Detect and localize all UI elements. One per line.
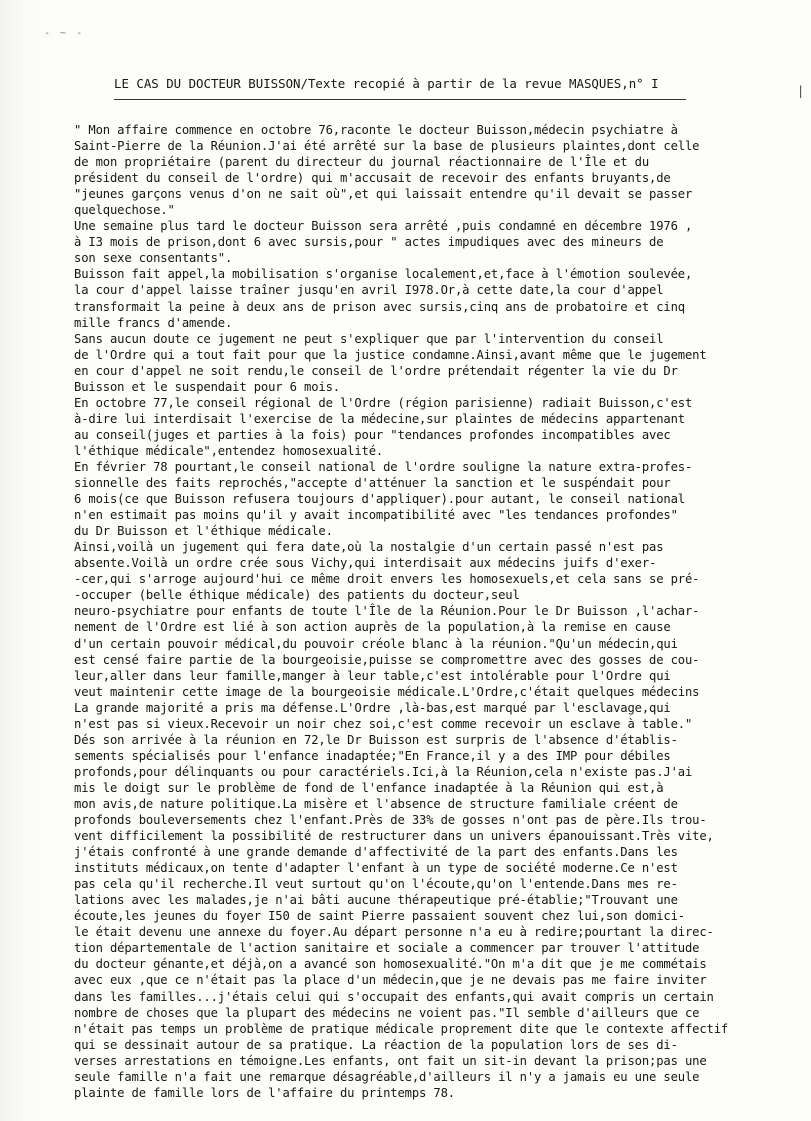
text-line: verses arrestations en témoigne.Les enfants, ont fait un sit-in devant la prison;pas une (74, 1053, 707, 1068)
text-line: du docteur génante,et déjà,on a avancé son homosexualité."On m'a dit que je me commétais (74, 957, 707, 972)
text-line: seule famille n'a fait une remarque désagréable,d'ailleurs il n'y a jamais eu une seule (74, 1069, 700, 1084)
text-line: d'un certain pouvoir médical,du pouvoir créole blanc à la réunion."Qu'un médecin,qui (74, 636, 678, 651)
text-line: tion départementale de l'action sanitaire et sociale a commencer par trouver l'attitude (74, 941, 700, 956)
text-line: à-dire lui interdisait l'exercise de la médecine,sur plaintes de médecins appartenant (74, 411, 685, 426)
text-line: l'éthique médicale",entendez homosexualité. (74, 443, 384, 458)
text-line: au conseil(juges et parties à la fois) pour "tendances profondes incompatibles avec (74, 427, 671, 442)
text-line: Ainsi,voilà un jugement qui fera date,où la nostalgie d'un certain passé n'est pas (74, 540, 664, 555)
text-line: qui se dessinait autour de sa pratique. La réaction de la population lors de ses di- (74, 1037, 678, 1052)
document-body (74, 122, 806, 1101)
text-line: Saint-Pierre de la Réunion.J'ai été arrêté sur la base de plusieurs plaintes,dont celle (74, 139, 700, 154)
text-line: mon avis,de nature politique.La misère et l'absence de structure familiale créent de (74, 796, 678, 811)
text-line: En février 78 pourtant,le conseil national de l'ordre souligne la nature extra-profes- (74, 459, 693, 474)
text-line: avec eux ,que ce n'était pas la place d'un médecin,que je ne devais pas me faire inviter (74, 973, 707, 988)
text-line: transformait la peine à deux ans de prison avec sursis,cinq ans de probatoire et cinq (74, 299, 685, 314)
text-line: sements spécialisés pour l'enfance inadaptée;"En France,il y a des IMP pour débiles (74, 748, 671, 763)
text-line: Dés son arrivée à la réunion en 72,le Dr Buisson est surpris de l'absence d'établis- (74, 732, 678, 747)
text-line: à I3 mois de prison,dont 6 avec sursis,pour " actes impudiques avec des mineurs de (74, 235, 664, 250)
text-line: profonds,pour délinquants ou pour caractériels.Ici,à la Réunion,cela n'existe pas.J'ai (74, 764, 693, 779)
text-line: Une semaine plus tard le docteur Buisson sera arrêté ,puis condamné en décembre 1976 , (74, 219, 693, 234)
text-line: n'était pas temps un problème de pratique médicale proprement dite que le contexte affectif (74, 1021, 729, 1036)
scan-artifact-mark: - ~ - (44, 28, 85, 39)
text-line: absente.Voilà un ordre crée sous Vichy,qui interdisait aux médecins juifs d'exer- (74, 556, 657, 571)
text-line: de mon propriétaire (parent du directeur du journal réactionnaire de l'Île et du (74, 155, 649, 170)
text-line: neuro-psychiatre pour enfants de toute l'Île de la Réunion.Pour le Dr Buisson ,l'achar- (74, 604, 700, 619)
text-line: pas cela qu'il recherche.Il veut surtout qu'on l'écoute,qu'on l'entende.Dans mes re- (74, 877, 678, 892)
text-line: Buisson fait appel,la mobilisation s'organise localement,et,face à l'émotion soulevée, (74, 267, 693, 282)
text-line: vent difficilement la possibilité de restructurer dans un univers épanouissant.Très vite, (74, 829, 714, 844)
text-line: lations avec les malades,je n'ai bâti aucune thérapeutique pré-établie;"Trouvant une (74, 893, 678, 908)
document-header: LE CAS DU DOCTEUR BUISSON/Texte recopié à partir de la revue MASQUES,n° I (114, 76, 659, 91)
text-line: leur,aller dans leur famille,manger à leur table,c'est intolérable pour l'Ordre qui (74, 668, 671, 683)
text-line: la cour d'appel laisse traîner jusqu'en avril I978.Or,à cette date,la cour d'appel (74, 283, 664, 298)
text-line: plainte de famille lors de l'affaire du printemps 78. (74, 1085, 455, 1100)
text-line: " Mon affaire commence en octobre 76,raconte le docteur Buisson,médecin psychiatre à (74, 123, 678, 137)
text-line: -cer,qui s'arroge aujourd'hui ce même droit envers les homosexuels,et cela sans se pré- (74, 572, 700, 587)
text-line: -occuper (belle éthique médicale) des patients du docteur,seul (74, 588, 520, 603)
text-line: "jeunes garçons venus d'on ne sait où",et qui laissait entendre qu'il devait se passer (74, 187, 693, 202)
text-line: est censé faire partie de la bourgeoisie,puisse se compromettre avec des gosses de cou- (74, 652, 700, 667)
text-line: La grande majorité a pris ma défense.L'Ordre ,là-bas,est marqué par l'esclavage,qui (74, 700, 671, 715)
text-line: veut maintenir cette image de la bourgeoisie médicale.L'Ordre,c'était quelques médecins (74, 684, 700, 699)
text-line: nombre de choses que la plupart des médecins ne voient pas."Il semble d'ailleurs que ce (74, 1005, 700, 1020)
text-line: quelquechose." (74, 203, 175, 218)
text-line: son sexe consentants". (74, 251, 233, 266)
text-line: n'est pas si vieux.Recevoir un noir chez soi,c'est comme recevoir un esclave à table." (74, 716, 693, 731)
text-line: mille francs d'amende. (74, 315, 233, 330)
text-line: de l'Ordre qui a tout fait pour que la justice condamne.Ainsi,avant même que le jugement (74, 347, 707, 362)
text-line: écoute,les jeunes du foyer I50 de saint Pierre passaient souvent chez lui,son domici- (74, 909, 685, 924)
text-line: dans les familles...j'étais celui qui s'occupait des enfants,qui avait compris un certain (74, 989, 714, 1004)
header-underline (114, 99, 686, 100)
text-line: profonds bouleversements chez l'enfant.Près de 33% de gosses n'ont pas de père.Ils trou- (74, 813, 707, 828)
text-line: président du conseil de l'ordre) qui m'accusait de recevoir des enfants bruyants,de (74, 171, 671, 186)
margin-mark: | (797, 84, 805, 98)
text-line: sionnelle des faits reprochés,"accepte d'atténuer la sanction et le suspéndait pour (74, 476, 671, 491)
text-line: nement de l'Ordre est lié à son action auprès de la population,à la remise en cause (74, 620, 671, 635)
text-line: en cour d'appel ne soit rendu,le conseil de l'ordre prétendait régenter la vie du Dr (74, 363, 678, 378)
text-line: n'en estimait pas moins qu'il y avait incompatibilité avec "les tendances profondes" (74, 508, 678, 523)
text-line: du Dr Buisson et l'éthique médicale. (74, 524, 333, 539)
text-line: Sans aucun doute ce jugement ne peut s'expliquer que par l'intervention du conseil (74, 331, 664, 346)
text-line: mis le doigt sur le problème de fond de l'enfance inadaptée à la Réunion qui est,à (74, 780, 664, 795)
text-line: 6 mois(ce que Buisson refusera toujours d'appliquer).pour autant, le conseil national (74, 492, 685, 507)
text-line: Buisson et le suspendait pour 6 mois. (74, 379, 340, 394)
text-line: le était devenu une annexe du foyer.Au départ personne n'a eu à redire;pourtant la direc- (74, 925, 714, 940)
text-line: En octobre 77,le conseil régional de l'Ordre (région parisienne) radiait Buisson,c'est (74, 395, 693, 410)
text-line: j'étais confronté à une grande demande d'affectivité de la part des enfants.Dans les (74, 845, 678, 860)
text-line: instituts médicaux,on tente d'adapter l'enfant à un type de société moderne.Ce n'est (74, 861, 678, 876)
